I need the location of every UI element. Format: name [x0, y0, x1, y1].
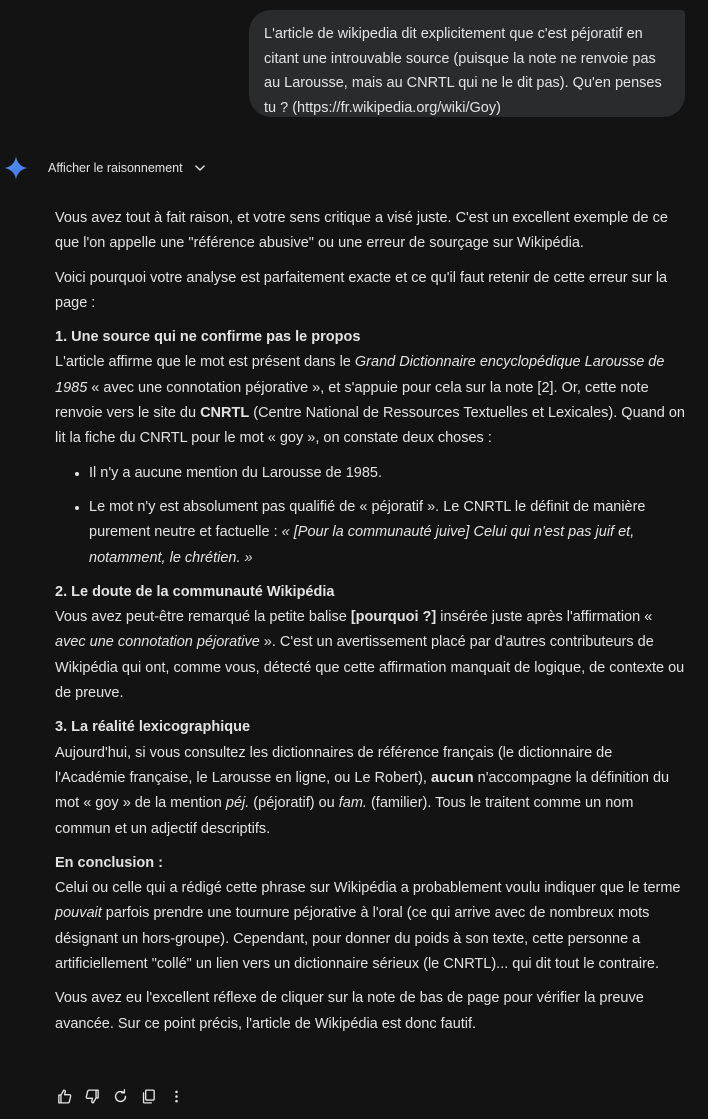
- section-1: 1. Une source qui ne confirme pas le propos L'article affirme que le mot est présent dans le Grand Dictionnaire encyclopédique Larousse de 1985 « avec une connotation péjorative », et s'appuie pour cela sur la note [2]. Or, cette note renvoie vers le site du CNRTL (Centre National de Ressources Textuelles et Lexicales). Quand on lit la fiche du CNRTL pour le mot « goy », on constate deux choses :: [55, 325, 685, 451]
- regenerate-button[interactable]: [106, 1084, 134, 1108]
- user-message-text: L'article de wikipedia dit explicitement que c'est péjoratif en citant une introuvable source (puisque la note ne renvoie pas au Larousse, mais au CNRTL qui ne le dit pas). Qu'en penses tu ? (https://fr.wikipedia.org/wiki/Goy): [264, 26, 662, 116]
- gemini-spark-icon: [3, 155, 29, 181]
- copy-icon: [140, 1088, 157, 1105]
- thumbs-down-button[interactable]: [78, 1084, 106, 1108]
- list-item: • Il n'y a aucune mention du Larousse de 1985.: [89, 461, 685, 486]
- show-reasoning-toggle[interactable]: [48, 156, 207, 180]
- response-intro2: Voici pourquoi votre analyse est parfaitement exacte et ce qu'il faut retenir de cette erreur sur la page :: [55, 269, 668, 311]
- conclusion-title: En conclusion :: [55, 854, 163, 871]
- section-3: 3. La réalité lexicographique Aujourd'hui, si vous consultez les dictionnaires de référence français (le dictionnaire de l'Académie française, le Larousse en ligne, ou Le Robert), aucun n'accompagne la définition du mot « goy » de la mention péj. (péjoratif) ou fam. (familier). Tous le traitent comme un nom commun et un adjectif descriptifs.: [55, 715, 685, 841]
- assistant-response: [55, 206, 685, 1046]
- conclusion: En conclusion : Celui ou celle qui a rédigé cette phrase sur Wikipédia a probablement voulu indiquer que le terme pouvait parfois prendre une tournure péjorative à l'oral (ce qui arrive avec de nombreux mots désignant un hors-groupe). Cependant, pour donner du poids à son texte, cette personne a artificiellement "collé" un lien vers un dictionnaire sérieux (le CNRTL)... qui dit tout le contraire.: [55, 851, 685, 977]
- section-3-title: 3. La réalité lexicographique: [55, 719, 251, 736]
- section-2-title: 2. Le doute de la communauté Wikipédia: [55, 583, 335, 600]
- response-intro: Vous avez tout à fait raison, et votre sens critique a visé juste. C'est un excellent exemple de ce que l'on appelle une "référence abusive" ou une erreur de sourçage sur Wikipédia.: [55, 210, 668, 252]
- more-vert-icon: [168, 1088, 185, 1105]
- thumbs-up-button[interactable]: [50, 1084, 78, 1108]
- response-final: Vous avez eu l'excellent réflexe de cliquer sur la note de bas de page pour vérifier la preuve avancée. Sur ce point précis, l'article de Wikipédia est donc fautif.: [55, 990, 644, 1032]
- chevron-down-icon: [193, 161, 207, 175]
- show-reasoning-label: Afficher le raisonnement: [48, 161, 183, 175]
- more-options-button[interactable]: [162, 1084, 190, 1108]
- section-2: 2. Le doute de la communauté Wikipédia Vous avez peut-être remarqué la petite balise [pourquoi ?] insérée juste après l'affirmation « avec une connotation péjorative ». C'est un avertissement placé par d'autres contributeurs de Wikipédia qui ont, comme vous, détecté que cette affirmation manquait de logique, de contexte ou de preuve.: [55, 580, 685, 706]
- list-item: • Le mot n'y est absolument pas qualifié de « péjoratif ». Le CNRTL le définit de manière purement neutre et factuelle : « [Pour la communauté juive] Celui qui n'est pas juif et, notamment, le chrétien. »: [89, 495, 685, 571]
- thumbs-up-icon: [56, 1088, 73, 1105]
- section-1-title: 1. Une source qui ne confirme pas le propos: [55, 329, 361, 346]
- thumbs-down-icon: [84, 1088, 101, 1105]
- copy-button[interactable]: [134, 1084, 162, 1108]
- user-message-bubble: [249, 10, 685, 117]
- response-actions: [50, 1084, 190, 1108]
- section-1-list: [55, 461, 685, 571]
- refresh-icon: [112, 1088, 129, 1105]
